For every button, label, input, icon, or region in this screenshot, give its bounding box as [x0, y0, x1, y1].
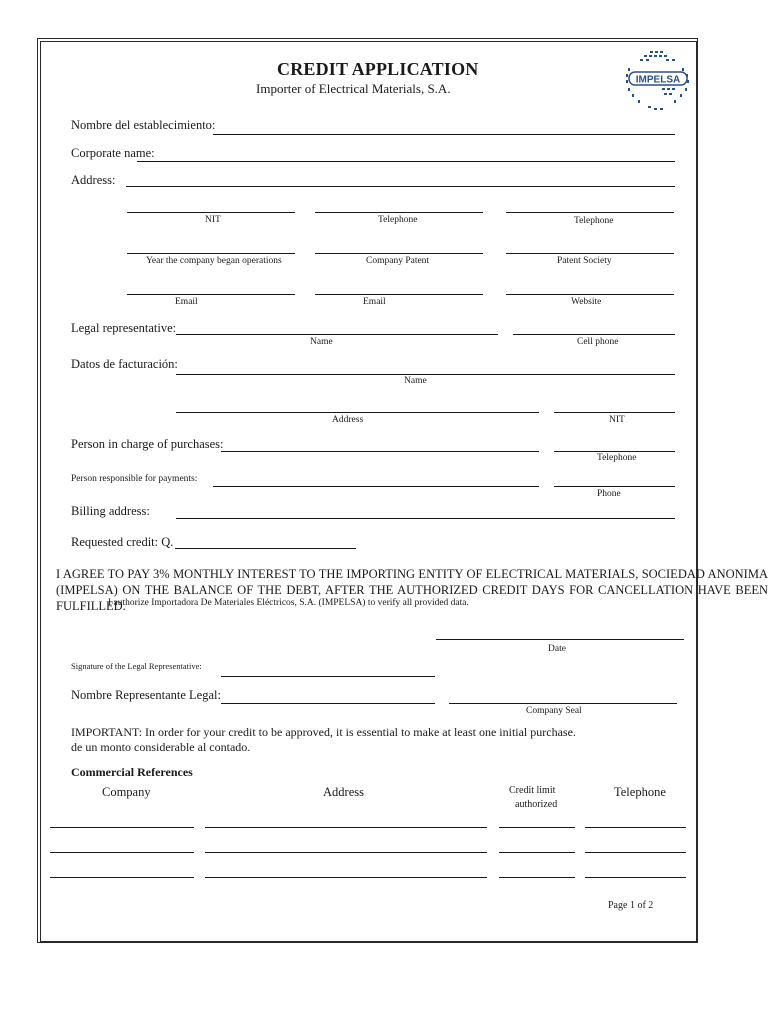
nit-field[interactable]: [127, 212, 295, 213]
email-field-2[interactable]: [315, 294, 483, 295]
legal-rep-name-field[interactable]: [176, 334, 498, 335]
ref-row-2-credit[interactable]: [499, 852, 575, 853]
purchases-telephone-caption: Telephone: [597, 453, 637, 463]
date-field[interactable]: [436, 639, 684, 640]
payments-person-field[interactable]: [213, 486, 539, 487]
authorize-text: I authorize Importadora De Materiales Eléctricos, S.A. (IMPELSA) to verify all provided data.: [108, 598, 469, 608]
signature-label: Signature of the Legal Representative:: [71, 661, 202, 671]
billing-address-caption: Address: [332, 415, 364, 425]
rep-name-field[interactable]: [221, 703, 435, 704]
ref-row-2-address[interactable]: [205, 852, 487, 853]
logo-text: IMPELSA: [635, 74, 681, 86]
references-col-telephone: Telephone: [614, 785, 666, 799]
ref-row-1-telephone[interactable]: [585, 827, 686, 828]
rep-name-label: Nombre Representante Legal:: [71, 688, 221, 702]
company-patent-field[interactable]: [315, 253, 483, 254]
billing-name-caption: Name: [404, 376, 427, 386]
page-number: Page 1 of 2: [608, 900, 654, 911]
billing-name-field[interactable]: [176, 374, 675, 375]
impelsa-logo: [620, 48, 696, 116]
telephone-caption-2: Telephone: [574, 216, 614, 226]
references-col-credit-1: Credit limit: [509, 785, 556, 796]
payments-phone-caption: Phone: [597, 489, 621, 499]
ref-row-3-telephone[interactable]: [585, 877, 686, 878]
ref-row-1-company[interactable]: [50, 827, 194, 828]
requested-credit-field[interactable]: [175, 548, 356, 549]
ref-row-2-telephone[interactable]: [585, 852, 686, 853]
interest-agreement-text: I AGREE TO PAY 3% MONTHLY INTEREST TO THE IMPORTING ENTITY OF ELECTRICAL MATERIALS, SOCIEDAD ANONIMA (IMPELSA) ON THE BALANCE OF THE DEBT, AFTER THE AUTHORIZED CREDIT DAYS FOR CANCELLATION HAVE BEEN FULFILLED.: [56, 567, 768, 613]
important-line-1: IMPORTANT: In order for your credit to be approved, it is essential to make at least one initial purchase.: [71, 725, 576, 739]
cell-phone-field[interactable]: [513, 334, 675, 335]
website-field[interactable]: [506, 294, 674, 295]
ref-row-3-credit[interactable]: [499, 877, 575, 878]
patent-society-field[interactable]: [506, 253, 674, 254]
nit-caption: NIT: [205, 215, 221, 225]
ref-row-1-credit[interactable]: [499, 827, 575, 828]
payments-person-label: Person responsible for payments:: [71, 474, 198, 484]
year-began-field[interactable]: [127, 253, 295, 254]
billing-nit-field[interactable]: [554, 412, 675, 413]
references-col-company: Company: [102, 785, 151, 799]
email-caption-2: Email: [363, 297, 386, 307]
purchases-person-field[interactable]: [221, 451, 539, 452]
address-field[interactable]: [126, 186, 675, 187]
corporate-name-label: Corporate name:: [71, 146, 155, 160]
company-seal-field[interactable]: [449, 703, 677, 704]
important-line-2: de un monto considerable al contado.: [71, 740, 251, 754]
telephone-field-2[interactable]: [506, 212, 674, 213]
ref-row-1-address[interactable]: [205, 827, 487, 828]
corporate-name-field[interactable]: [137, 161, 675, 162]
company-patent-caption: Company Patent: [366, 256, 430, 266]
legal-rep-label: Legal representative:: [71, 321, 177, 335]
email-caption-1: Email: [175, 297, 198, 307]
legal-rep-name-caption: Name: [310, 337, 333, 347]
date-caption: Date: [548, 644, 566, 654]
cell-phone-caption: Cell phone: [577, 337, 619, 347]
address-label: Address:: [71, 173, 116, 187]
email-field-1[interactable]: [127, 294, 295, 295]
references-heading: Commercial References: [71, 765, 193, 779]
website-caption: Website: [571, 297, 602, 307]
purchases-person-label: Person in charge of purchases:: [71, 437, 224, 451]
telephone-field-1[interactable]: [315, 212, 483, 213]
ref-row-2-company[interactable]: [50, 852, 194, 853]
page-subtitle: Importer of Electrical Materials, S.A.: [256, 81, 451, 96]
billing-nit-caption: NIT: [609, 415, 625, 425]
patent-society-caption: Patent Society: [557, 256, 612, 266]
ref-row-3-address[interactable]: [205, 877, 487, 878]
requested-credit-label: Requested credit: Q.: [71, 535, 174, 549]
signature-field[interactable]: [221, 676, 435, 677]
references-col-address: Address: [323, 785, 364, 799]
references-col-credit-2: authorized: [515, 799, 558, 810]
payments-phone-field[interactable]: [554, 486, 675, 487]
purchases-telephone-field[interactable]: [554, 451, 675, 452]
billing-address-sub-field[interactable]: [176, 412, 539, 413]
establishment-name-field[interactable]: [213, 134, 675, 135]
telephone-caption-1: Telephone: [378, 215, 418, 225]
establishment-name-label: Nombre del establecimiento:: [71, 118, 216, 132]
billing-data-label: Datos de facturación:: [71, 357, 178, 371]
year-began-caption: Year the company began operations: [146, 256, 282, 266]
billing-address-field[interactable]: [176, 518, 675, 519]
company-seal-caption: Company Seal: [526, 706, 582, 716]
ref-row-3-company[interactable]: [50, 877, 194, 878]
billing-address-label: Billing address:: [71, 504, 150, 518]
page-title: CREDIT APPLICATION: [277, 59, 479, 79]
